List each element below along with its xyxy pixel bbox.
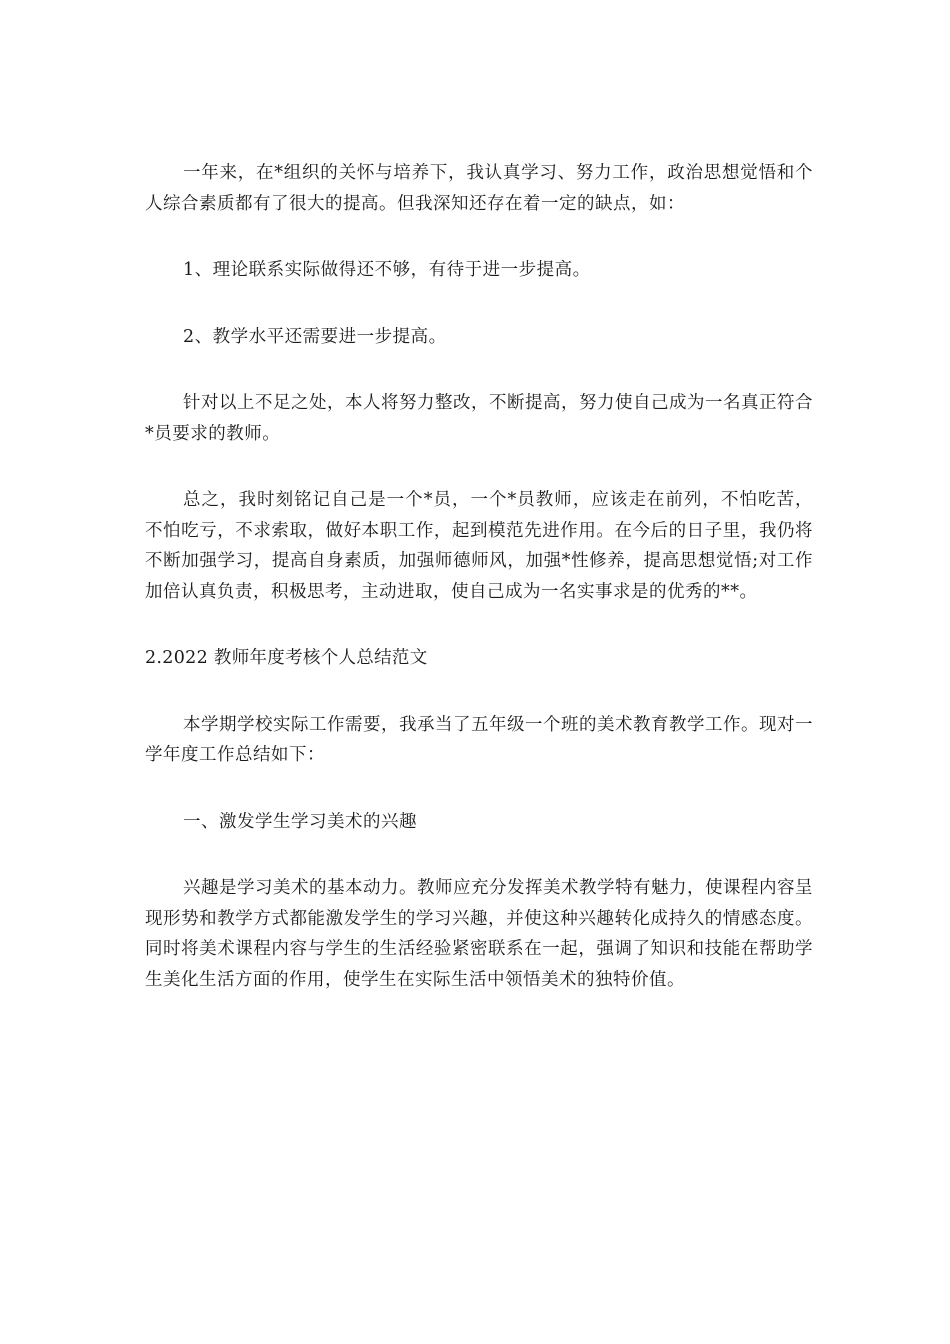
paragraph-interest: 兴趣是学习美术的基本动力。教师应充分发挥美术教学特有魅力，使课程内容呈现形势和教学方式都能激发学生的学习兴趣，并使这种兴趣转化成持久的情感态度。同时将美术课程内容与学生的生活经验紧密联系在一起，强调了知识和技能在帮助学生美化生活方面的作用，使学生在实际生活中领悟美术的独特价值。 (145, 878, 813, 990)
paragraph-section-intro: 本学期学校实际工作需要，我承当了五年级一个班的美术教育教学工作。现对一学年度工作总结如下： (145, 714, 813, 765)
paragraph-intro: 一年来，在*组织的关怀与培养下，我认真学习、努力工作，政治思想觉悟和个人综合素质都有了很大的提高。但我深知还存在着一定的缺点，如： (145, 163, 813, 214)
subheading-interest: 一、激发学生学习美术的兴趣 (183, 811, 417, 832)
section-heading: 2.2022 教师年度考核个人总结范文 (145, 648, 428, 668)
document-page (145, 158, 813, 995)
paragraph-conclusion: 总之，我时刻铭记自己是一个*员，一个*员教师，应该走在前列，不怕吃苦，不怕吃亏，不求索取，做好本职工作，起到模范先进作用。在今后的日子里，我仍将不断加强学习，提高自身素质，加强师德师风，加强*性修养，提高思想觉悟;对工作加倍认真负责，积极思考，主动进取，使自己成为一名实事求是的优秀的**。 (145, 490, 813, 602)
paragraph-point-1: 1、理论联系实际做得还不够，有待于进一步提高。 (183, 260, 591, 280)
paragraph-point-2: 2、教学水平还需要进一步提高。 (183, 326, 447, 347)
paragraph-improvement: 针对以上不足之处，本人将努力整改，不断提高，努力使自己成为一名真正符合*员要求的教师。 (145, 393, 813, 444)
